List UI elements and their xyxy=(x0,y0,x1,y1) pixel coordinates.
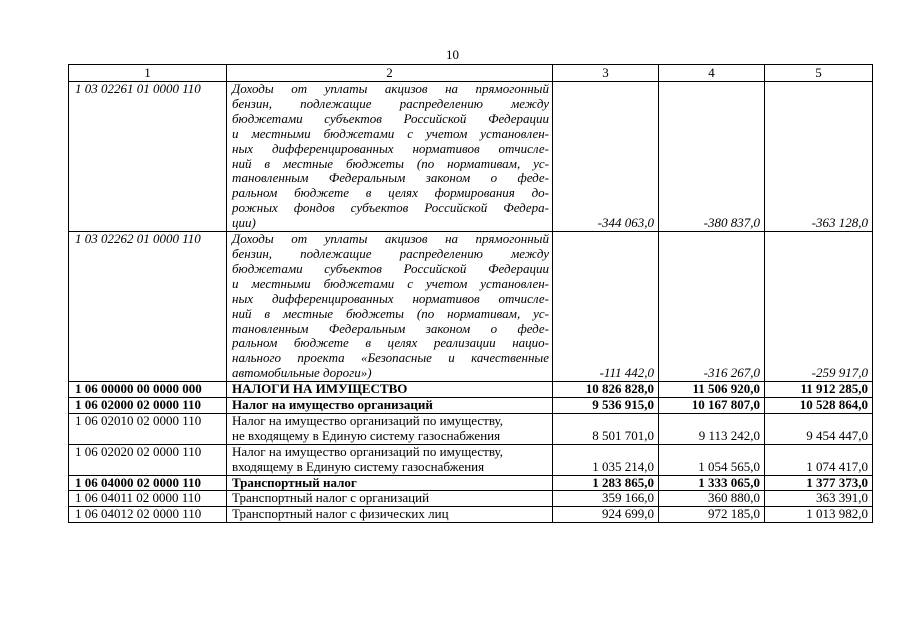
description-line: НАЛОГИ НА ИМУЩЕСТВО xyxy=(232,381,408,397)
description-line: автомобильные дороги») xyxy=(232,365,372,381)
amount-cell-col5: 11 912 285,0 xyxy=(765,382,873,398)
table-row xyxy=(69,82,873,232)
description-line: Доходы от уплаты акцизов на прямогонный xyxy=(232,81,549,96)
table-row xyxy=(69,413,873,444)
table-header-row xyxy=(69,65,873,82)
amount-cell-col4: -316 267,0 xyxy=(659,232,765,382)
description-line: тановленным Федеральным законом о феде- xyxy=(232,170,549,186)
budget-code-cell: 1 06 00000 00 0000 000 xyxy=(69,382,227,398)
description-cell xyxy=(227,232,553,382)
amount-cell-col5: 10 528 864,0 xyxy=(765,398,873,414)
description-line: рожных фондов субъектов Российской Федера- xyxy=(232,200,549,216)
description-line: бензин, подлежащие распределению между xyxy=(232,245,549,261)
description-cell xyxy=(227,382,553,398)
amount-cell-col3: -111 442,0 xyxy=(553,232,659,382)
description-line: бюджетами субъектов Российской Федерации xyxy=(232,110,549,126)
description-cell xyxy=(227,82,553,232)
amount-cell-col3: -344 063,0 xyxy=(553,82,659,232)
column-header: 3 xyxy=(553,65,659,82)
table-row xyxy=(69,444,873,475)
description-line: ции) xyxy=(232,215,256,231)
budget-code-cell: 1 06 02020 02 0000 110 xyxy=(69,444,227,475)
description-line: ральном бюджете в целях реализации нацио- xyxy=(232,335,549,351)
amount-cell-col4: 1 333 065,0 xyxy=(659,475,765,491)
description-line: не входящему в Единую систему газоснабжения xyxy=(232,427,501,443)
description-line: Транспортный налог xyxy=(232,474,357,490)
amount-cell-col3: 8 501 701,0 xyxy=(553,413,659,444)
description-line: Налог на имущество организаций по имуществу, xyxy=(232,412,503,428)
description-line: ний в местные бюджеты (по нормативам, ус- xyxy=(232,155,549,171)
amount-cell-col5: -363 128,0 xyxy=(765,82,873,232)
amount-cell-col3: 1 283 865,0 xyxy=(553,475,659,491)
column-header: 2 xyxy=(227,65,553,82)
description-line: ральном бюджете в целях формирования до- xyxy=(232,185,549,201)
description-line: Налог на имущество организаций xyxy=(232,397,433,413)
description-line: бюджетами субъектов Российской Федерации xyxy=(232,260,549,276)
budget-code-cell: 1 03 02261 01 0000 110 xyxy=(69,82,227,232)
table-row xyxy=(69,232,873,382)
description-cell xyxy=(227,398,553,414)
amount-cell-col5: 1 377 373,0 xyxy=(765,475,873,491)
column-header: 4 xyxy=(659,65,765,82)
budget-revenue-table xyxy=(68,64,873,523)
budget-code-cell: 1 06 02010 02 0000 110 xyxy=(69,413,227,444)
amount-cell-col3: 924 699,0 xyxy=(553,507,659,523)
description-line: Доходы от уплаты акцизов на прямогонный xyxy=(232,231,549,247)
budget-code-cell: 1 06 04011 02 0000 110 xyxy=(69,491,227,507)
table-row xyxy=(69,475,873,491)
amount-cell-col3: 10 826 828,0 xyxy=(553,382,659,398)
column-header: 5 xyxy=(765,65,873,82)
amount-cell-col3: 359 166,0 xyxy=(553,491,659,507)
description-line: и местными бюджетами с учетом установлен- xyxy=(232,125,549,141)
description-line: Транспортный налог с физических лиц xyxy=(232,506,449,522)
description-line: ных дифференцированных нормативов отчисле- xyxy=(232,290,549,306)
amount-cell-col4: 972 185,0 xyxy=(659,507,765,523)
description-line: Налог на имущество организаций по имуществу, xyxy=(232,443,503,459)
budget-code-cell: 1 06 04012 02 0000 110 xyxy=(69,507,227,523)
description-cell xyxy=(227,444,553,475)
budget-code-cell: 1 06 04000 02 0000 110 xyxy=(69,475,227,491)
description-line: нального проекта «Безопасные и качественные xyxy=(232,350,549,366)
table-row xyxy=(69,507,873,523)
description-cell xyxy=(227,507,553,523)
table-row xyxy=(69,382,873,398)
description-line: бензин, подлежащие распределению между xyxy=(232,95,549,111)
amount-cell-col5: -259 917,0 xyxy=(765,232,873,382)
amount-cell-col4: 9 113 242,0 xyxy=(659,413,765,444)
description-cell xyxy=(227,491,553,507)
amount-cell-col5: 1 074 417,0 xyxy=(765,444,873,475)
column-header: 1 xyxy=(69,65,227,82)
description-line: Транспортный налог с организаций xyxy=(232,490,430,506)
amount-cell-col3: 9 536 915,0 xyxy=(553,398,659,414)
table-row xyxy=(69,398,873,414)
description-line: ных дифференцированных нормативов отчисле- xyxy=(232,140,549,156)
amount-cell-col5: 1 013 982,0 xyxy=(765,507,873,523)
description-cell xyxy=(227,475,553,491)
budget-code-cell: 1 03 02262 01 0000 110 xyxy=(69,232,227,382)
description-line: и местными бюджетами с учетом установлен- xyxy=(232,275,549,291)
table-row xyxy=(69,491,873,507)
budget-code-cell: 1 06 02000 02 0000 110 xyxy=(69,398,227,414)
amount-cell-col5: 363 391,0 xyxy=(765,491,873,507)
amount-cell-col4: 360 880,0 xyxy=(659,491,765,507)
amount-cell-col3: 1 035 214,0 xyxy=(553,444,659,475)
amount-cell-col4: -380 837,0 xyxy=(659,82,765,232)
description-line: ний в местные бюджеты (по нормативам, ус- xyxy=(232,305,549,321)
amount-cell-col4: 10 167 807,0 xyxy=(659,398,765,414)
amount-cell-col4: 1 054 565,0 xyxy=(659,444,765,475)
description-cell xyxy=(227,413,553,444)
description-line: входящему в Единую систему газоснабжения xyxy=(232,458,485,474)
amount-cell-col4: 11 506 920,0 xyxy=(659,382,765,398)
amount-cell-col5: 9 454 447,0 xyxy=(765,413,873,444)
description-line: тановленным Федеральным законом о феде- xyxy=(232,320,549,336)
page-number: 10 xyxy=(446,47,459,62)
